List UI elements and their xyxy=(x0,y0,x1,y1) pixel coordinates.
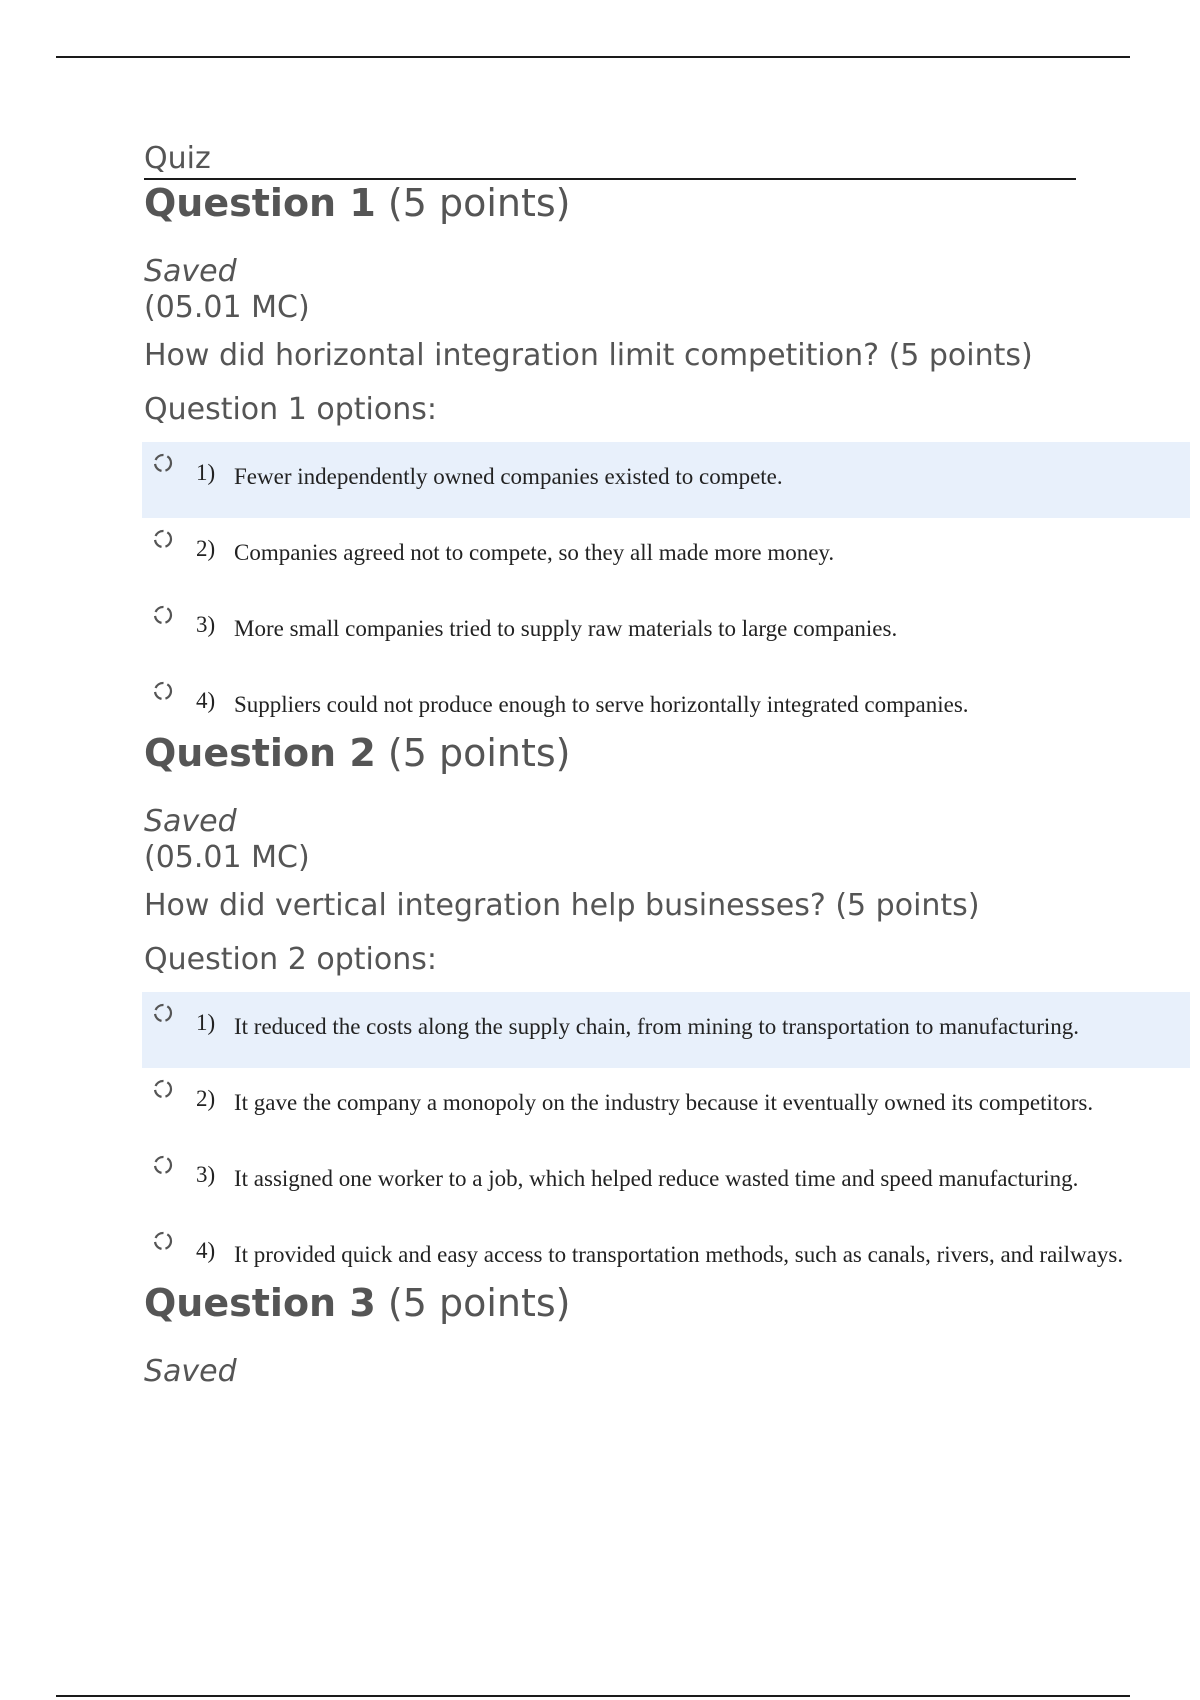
option-number: 4) xyxy=(196,688,216,713)
question-points: (5 points) xyxy=(387,1281,571,1325)
radio-button-icon[interactable] xyxy=(152,1230,174,1252)
question-code: (05.01 MC) xyxy=(144,840,310,875)
question-prompt: How did vertical integration help businesses? (5 points) xyxy=(144,888,980,923)
options-list xyxy=(142,992,1190,1280)
option-text: More small companies tried to supply raw materials to large companies. xyxy=(234,616,898,641)
question-number: Question 3 xyxy=(144,1281,376,1325)
radio-button-icon[interactable] xyxy=(152,1154,174,1176)
question-prompt: How did horizontal integration limit competition? (5 points) xyxy=(144,338,1033,373)
option-number: 4) xyxy=(196,1238,216,1263)
option-row[interactable] xyxy=(142,1144,1190,1220)
question-number: Question 2 xyxy=(144,731,376,775)
radio-button-icon[interactable] xyxy=(152,680,174,702)
question-heading xyxy=(144,180,1190,226)
question-number: Question 1 xyxy=(144,181,376,225)
question-points: (5 points) xyxy=(387,731,571,775)
option-text: It gave the company a monopoly on the industry because it eventually owned its competitors. xyxy=(234,1090,1094,1115)
question-points: (5 points) xyxy=(387,181,571,225)
radio-button-icon[interactable] xyxy=(152,1002,174,1024)
radio-button-icon[interactable] xyxy=(152,604,174,626)
option-row[interactable] xyxy=(142,1068,1190,1144)
saved-status: Saved xyxy=(144,1354,237,1389)
options-label: Question 1 options: xyxy=(144,392,437,427)
question-code: (05.01 MC) xyxy=(144,290,310,325)
option-number: 1) xyxy=(196,1010,216,1035)
option-text: It provided quick and easy access to transportation methods, such as canals, rivers, and railways. xyxy=(234,1242,1124,1267)
options-list xyxy=(142,442,1190,730)
question-1 xyxy=(144,180,1190,730)
quiz-content xyxy=(144,140,1190,1390)
bottom-rule xyxy=(56,1695,1130,1697)
option-row[interactable] xyxy=(142,518,1190,594)
option-text: It reduced the costs along the supply chain, from mining to transportation to manufacturing. xyxy=(234,1014,1080,1039)
option-number: 2) xyxy=(196,1086,216,1111)
saved-status: Saved xyxy=(144,804,237,839)
question-heading xyxy=(144,1280,1190,1326)
option-row[interactable] xyxy=(142,670,1190,730)
option-text: Companies agreed not to compete, so they all made more money. xyxy=(234,540,835,565)
question-3 xyxy=(144,1280,1190,1390)
option-text: Fewer independently owned companies existed to compete. xyxy=(234,464,783,489)
quiz-title: Quiz xyxy=(144,140,1076,180)
question-heading xyxy=(144,730,1190,776)
option-text: Suppliers could not produce enough to serve horizontally integrated companies. xyxy=(234,692,969,717)
option-row[interactable] xyxy=(142,992,1190,1068)
radio-button-icon[interactable] xyxy=(152,528,174,550)
options-label: Question 2 options: xyxy=(144,942,437,977)
saved-status: Saved xyxy=(144,254,237,289)
option-number: 2) xyxy=(196,536,216,561)
option-row[interactable] xyxy=(142,1220,1190,1280)
top-rule xyxy=(56,56,1130,58)
radio-button-icon[interactable] xyxy=(152,1078,174,1100)
option-number: 1) xyxy=(196,460,216,485)
question-2 xyxy=(144,730,1190,1280)
option-row[interactable] xyxy=(142,442,1190,518)
option-number: 3) xyxy=(196,612,216,637)
option-text: It assigned one worker to a job, which helped reduce wasted time and speed manufacturing. xyxy=(234,1166,1079,1191)
option-row[interactable] xyxy=(142,594,1190,670)
option-number: 3) xyxy=(196,1162,216,1187)
radio-button-icon[interactable] xyxy=(152,452,174,474)
